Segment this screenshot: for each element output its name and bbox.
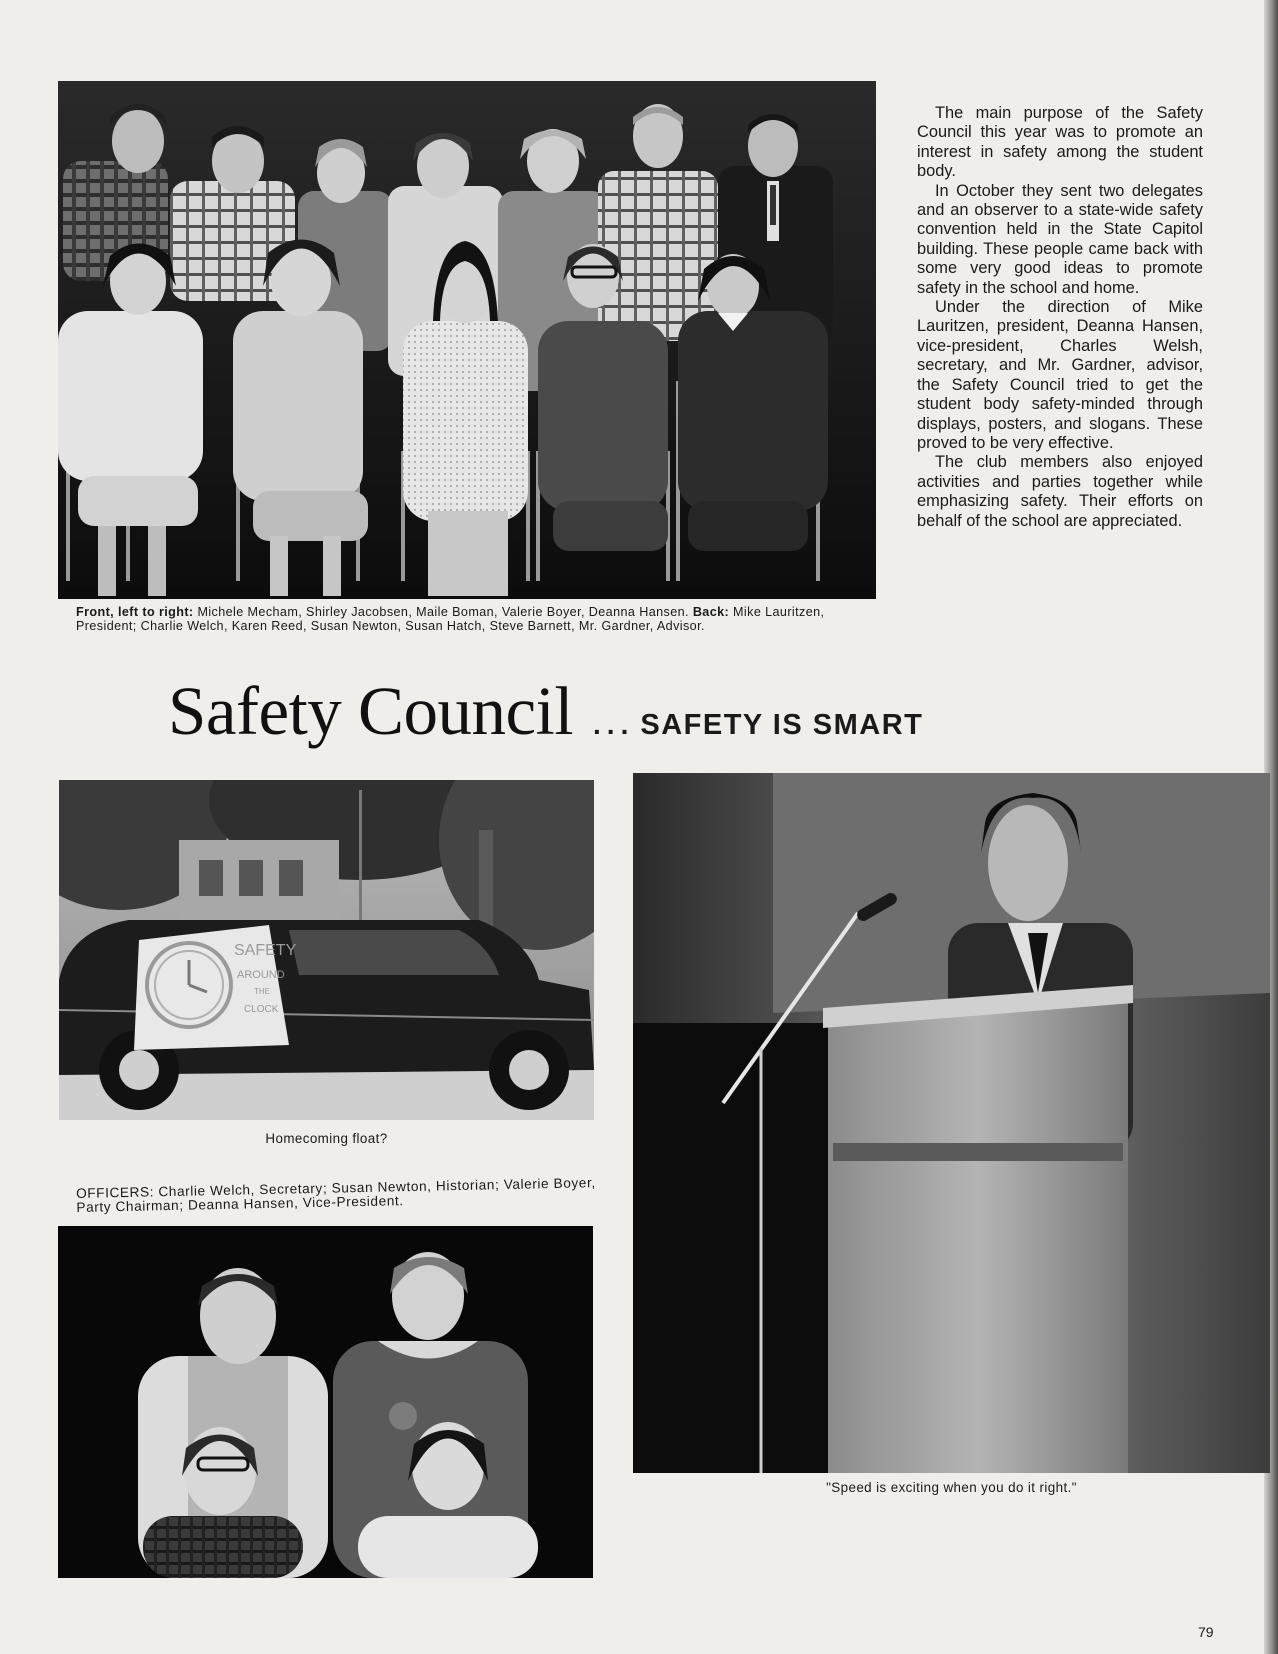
float-sign-line3: THE bbox=[254, 987, 270, 996]
body-paragraph: In October they sent two delegates and an observer to a state-wide safety convention held in the State Capitol building. These people came back with some very good ideas to promote safety in the school and home. bbox=[917, 181, 1203, 297]
body-paragraph: The club members also enjoyed activities and parties together while emphasizing safety. Their efforts on behalf of the school are appreciated. bbox=[917, 453, 1203, 530]
page-title-row bbox=[168, 672, 1168, 752]
caption-front-label: Front, left to right: bbox=[76, 605, 194, 619]
float-sign-line1: SAFETY bbox=[234, 942, 297, 959]
float-photo-caption: Homecoming float? bbox=[265, 1131, 388, 1146]
officers-photo bbox=[58, 1226, 593, 1578]
group-photo-caption bbox=[76, 606, 876, 633]
group-photo bbox=[58, 81, 876, 599]
body-paragraph: The main purpose of the Safety Council this year was to promote an interest in safety among the student body. bbox=[917, 104, 1203, 181]
float-sign-line2: AROUND bbox=[237, 969, 285, 981]
page-subtitle: SAFETY IS SMART bbox=[640, 709, 924, 741]
speaker-photo bbox=[633, 773, 1270, 1473]
float-sign-line4: CLOCK bbox=[244, 1004, 279, 1015]
title-ellipsis: ... bbox=[593, 709, 635, 740]
caption-back-names: Mike Lauritzen, President; Charlie Welch, Karen Reed, Susan Newton, Susan Hatch, Steve Barnett, Mr. Gardner, Advisor. bbox=[76, 605, 825, 633]
officers-caption: OFFICERS: Charlie Welch, Secretary; Susan Newton, Historian; Valerie Boyer, Party Chairman; Deanna Hansen, Vice-President. bbox=[75, 1175, 596, 1215]
article-body bbox=[917, 104, 1203, 531]
page-title: Safety Council bbox=[168, 673, 574, 749]
speaker-photo-caption: "Speed is exciting when you do it right." bbox=[826, 1480, 1077, 1495]
caption-front-names: Michele Mecham, Shirley Jacobsen, Maile Boman, Valerie Boyer, Deanna Hansen. bbox=[197, 605, 689, 619]
body-paragraph: Under the direction of Mike Lauritzen, president, Deanna Hansen, vice-president, Charles Welsh, secretary, and Mr. Gardner, advisor, the Safety Council tried to get the student body safety-minded through displays, posters, and slogans. These proved to be very effective. bbox=[917, 298, 1203, 452]
page-number: 79 bbox=[1198, 1624, 1214, 1640]
homecoming-float-photo bbox=[59, 780, 594, 1120]
caption-back-label: Back: bbox=[692, 605, 730, 619]
